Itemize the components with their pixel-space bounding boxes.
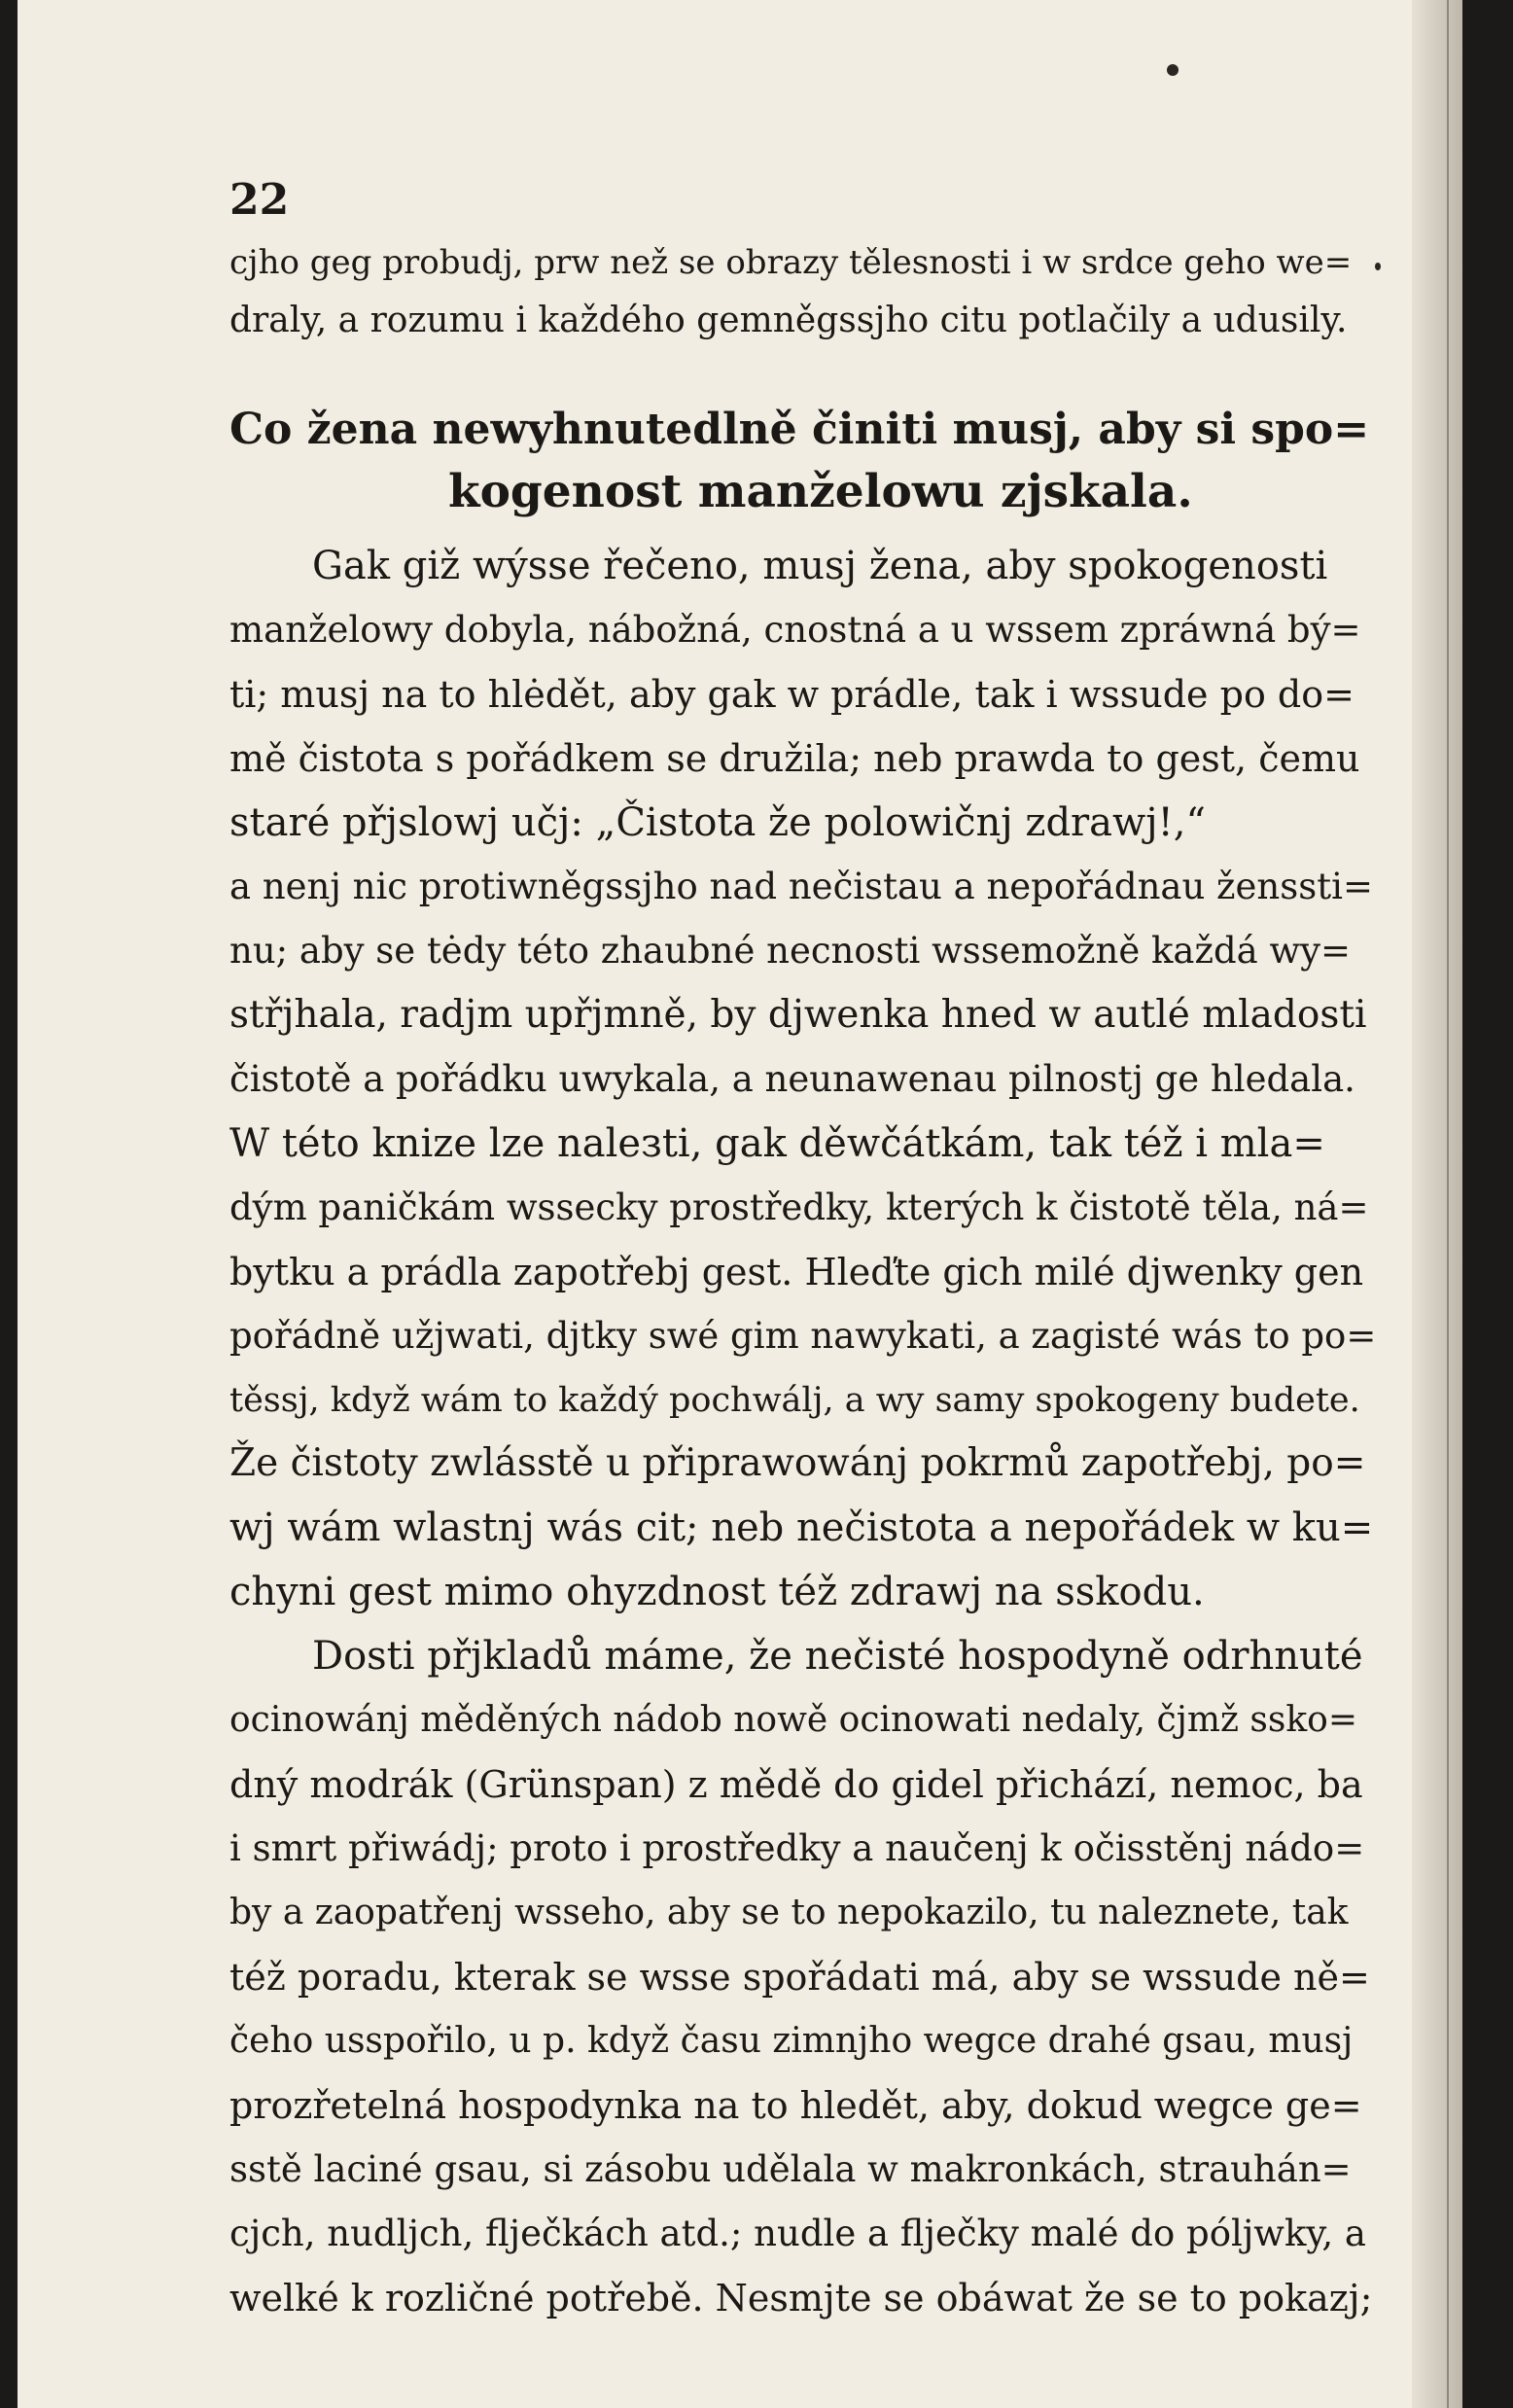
- text-line: též poradu, kterak se wsse spořádati má, aby se wssude ně=: [229, 1956, 1370, 1999]
- text-line: wj wám wlastnj wás cit; neb nečistota a nepořádek w ku=: [229, 1505, 1374, 1550]
- page-fold-line: [1447, 0, 1449, 2408]
- text-line: chyni gest mimo ohyzdnost též zdrawj na sskodu.: [229, 1570, 1205, 1614]
- text-line: střjhala, radjm upřjmně, by djwenka hned w autlé mladosti: [229, 993, 1367, 1037]
- text-line: W této knize lze naleзti, gak děwčátkám, tak též i mla=: [229, 1121, 1325, 1166]
- text-line: čistotě a pořádku uwykala, a neunawenau pilnostj ge hledala.: [229, 1058, 1355, 1100]
- text-line: pořádně užjwati, djtky swé gim nawykati, a zagisté wás to po=: [229, 1315, 1377, 1357]
- text-line: nu; aby se tėdy této zhaubné necnosti wssemožně každá wy=: [229, 930, 1352, 972]
- text-line: ocinowánj měděných nádob nowě ocinowati nedaly, čjmž ssko=: [229, 1700, 1357, 1740]
- text-line: prozřetelná hospodynka na to hledět, aby, dokud wegce ge=: [229, 2084, 1362, 2127]
- text-line: čeho usspořilo, u p. když času zimnjho wegce drahé gsau, musj: [229, 2021, 1354, 2061]
- text-line: cjch, nudljch, flječkách atd.; nudle a flječky malé do pólj​wky, a: [229, 2213, 1366, 2254]
- text-line: Že čistoty zwlásstě u připrawowánj pokrmů zapotřebj, po=: [229, 1441, 1366, 1485]
- text-line: by a zaopatřenj wsseho, aby se to nepokazilo, tu naleznete, tak: [229, 1893, 1349, 1932]
- text-line: manželowy dobyla, nábožná, cnostná a u wssem zpráwná bý=: [229, 609, 1361, 651]
- ink-speck: [1167, 64, 1179, 76]
- page-edge-shadow: [1412, 0, 1462, 2408]
- text-line: bytku a prádla zapotřebj gest. Hleďte gich milé djwenky gen: [229, 1251, 1364, 1293]
- section-heading-line-2: kogenost manželowu zjskala.: [448, 465, 1193, 518]
- page-number: 22: [229, 175, 290, 225]
- text-line: cjho geg probudj, prw než se obrazy tělesnosti i w srdce geho we=: [229, 243, 1353, 282]
- text-line: mě čistota s pořádkem se družila; neb prawda to gest, čemu: [229, 737, 1360, 780]
- text-line: i smrt přiwádj; proto i prostředky a naučenj k očisstěnj nádo=: [229, 1827, 1365, 1869]
- text-line: dým paničkám wssecky prostředky, kterých k čistotě těla, ná=: [229, 1186, 1369, 1228]
- book-page: [18, 0, 1462, 2408]
- text-line: Dosti přjkladů máme, že nečisté hospodyně odrhnuté: [312, 1634, 1363, 1679]
- text-line: Gak giž wýsse řečeno, musj žena, aby spokogenosti: [312, 544, 1328, 588]
- text-line: draly, a rozumu i každého gemněgssjho citu potlačily a udusily.: [229, 301, 1348, 340]
- section-heading-line-1: Co žena newyhnutedlně činiti musj, aby si spo=: [229, 405, 1370, 454]
- text-line: staré přjslowj učj: „Čistota že polowičnj zdrawj!,“: [229, 800, 1206, 845]
- text-line: těssj, když wám to každý pochwálj, a wy samy spokogeny budete.: [229, 1381, 1360, 1420]
- text-line: welké k rozličné potřebě. Nesmjte se obáwat že se to pokazj;: [229, 2277, 1373, 2319]
- text-line: a nenj nic protiwněgssjho nad nečistau a nepořádnau ženssti=: [229, 866, 1373, 907]
- text-line: sstě laciné gsau, si zásobu udělala w makronkách, strauhán=: [229, 2148, 1352, 2190]
- text-line: ti; musj na to hlėdět, aby gak w prádle, tak i wssude po do=: [229, 673, 1355, 716]
- text-line: dný modrák (Grünspan) z mědě do gidel přichází, nemoc, ba: [229, 1763, 1363, 1806]
